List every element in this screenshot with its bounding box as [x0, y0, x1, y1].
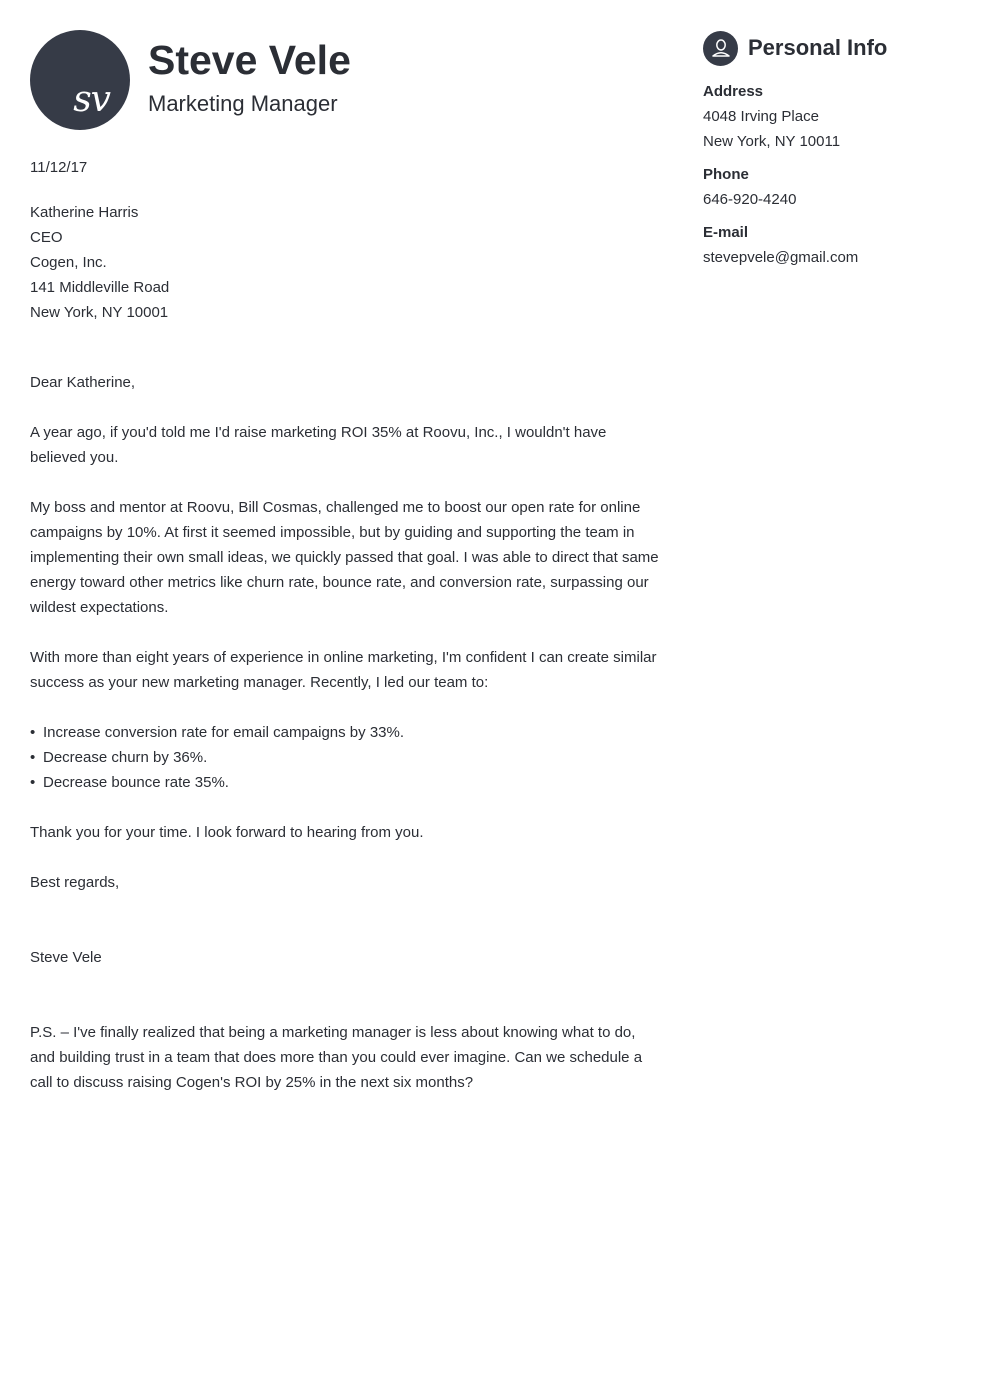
address-line-2: New York, NY 10011: [703, 133, 841, 150]
paragraph-intro: A year ago, if you'd told me I'd raise marketing ROI 35% at Roovu, Inc., I wouldn't have believed you.: [30, 424, 607, 466]
paragraph-story: My boss and mentor at Roovu, Bill Cosmas, challenged me to boost our open rate for online campaigns by 10%. At first it seemed impossible, but by guiding and supporting the team in implementing their own small ideas, we quickly passed that goal. I was able to direct that same energy toward other metrics like churn rate, bounce rate, and conversion rate, surpassing our wildest expectations.: [30, 499, 659, 616]
address-label: Address: [703, 83, 764, 100]
candidate-name: Steve Vele: [148, 37, 351, 83]
thanks-line: Thank you for your time. I look forward to hearing from you.: [30, 824, 424, 841]
personal-info-header: [703, 30, 963, 66]
personal-info-sidebar: [703, 30, 963, 270]
recipient-company: Cogen, Inc.: [30, 254, 107, 271]
recipient-block: [30, 200, 664, 325]
email-label: E-mail: [703, 224, 749, 241]
achievement-item: • Decrease churn by 36%.: [30, 745, 664, 770]
recipient-name: Katherine Harris: [30, 204, 139, 221]
letter-body: [30, 155, 664, 1095]
greeting: Dear Katherine,: [30, 374, 136, 391]
person-icon: [703, 31, 738, 66]
letter-date: 11/12/17: [30, 159, 88, 176]
avatar-initials: sv: [73, 79, 110, 120]
paragraph-experience: With more than eight years of experience in online marketing, I'm confident I can create similar success as your new marketing manager. Recently, I led our team to:: [30, 649, 657, 691]
achievement-item: • Decrease bounce rate 35%.: [30, 770, 664, 795]
job-title: Marketing Manager: [148, 91, 338, 116]
recipient-street: 141 Middleville Road: [30, 279, 170, 296]
address-line-1: 4048 Irving Place: [703, 108, 819, 125]
phone-label: Phone: [703, 166, 749, 183]
recipient-title: CEO: [30, 229, 63, 246]
personal-info-title: Personal Info: [748, 35, 888, 60]
avatar: [30, 30, 130, 130]
phone-value: 646-920-4240: [703, 191, 797, 208]
achievement-item: • Increase conversion rate for email campaigns by 33%.: [30, 720, 664, 745]
recipient-city: New York, NY 10001: [30, 304, 169, 321]
postscript: P.S. – I've finally realized that being a marketing manager is less about knowing what to do, and building trust in a team that does more than you could ever imagine. Can we schedule a call to discuss raising Cogen's ROI by 25% in the next six months?: [30, 1024, 643, 1091]
signature-name: Steve Vele: [30, 949, 102, 966]
closing: Best regards,: [30, 874, 120, 891]
achievements-list: [30, 720, 664, 795]
email-value: stevepvele@gmail.com: [703, 249, 859, 266]
